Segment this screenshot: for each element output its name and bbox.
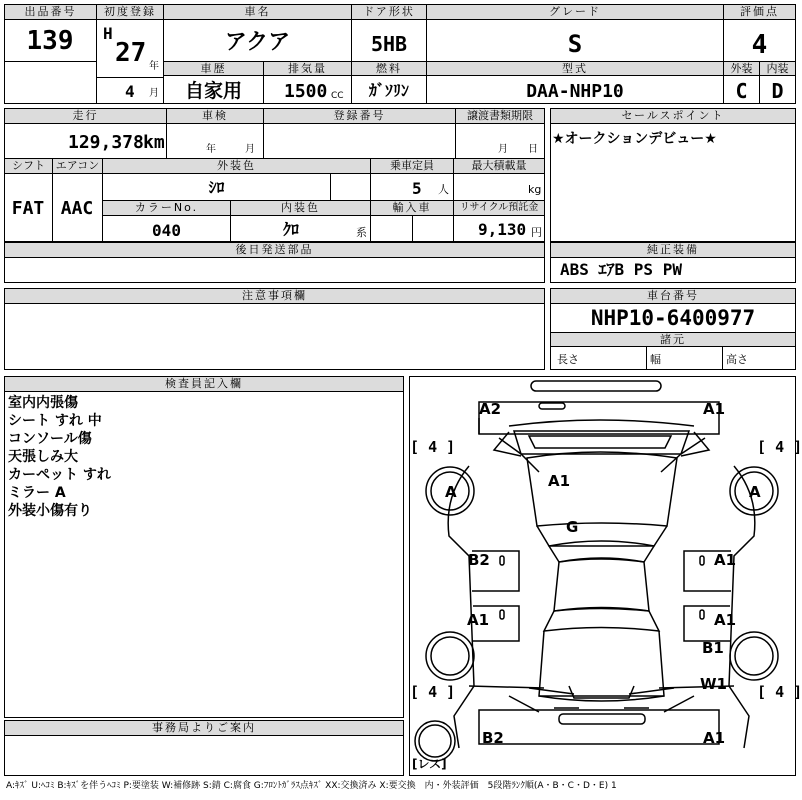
inspection-month-unit: 月 bbox=[245, 144, 255, 155]
int-color-unit: 系 bbox=[356, 226, 367, 239]
person-unit: 人 bbox=[438, 183, 449, 196]
cc-unit: CC bbox=[331, 91, 344, 101]
exterior-header: 外装 bbox=[724, 62, 759, 76]
mark-side-right-3: B1 bbox=[702, 639, 724, 657]
mark-rear-right: A1 bbox=[703, 400, 726, 418]
mark-side-left-2: A1 bbox=[467, 611, 490, 629]
height-label: 高さ bbox=[726, 353, 748, 366]
model-code: DAA-NHP10 bbox=[526, 81, 624, 102]
tire-tread-rl: [ 4 ] bbox=[410, 683, 456, 701]
door-header: ドア形状 bbox=[352, 5, 426, 20]
inspector-note: 外装小傷有り bbox=[8, 503, 92, 519]
fuel: ｶﾞｿﾘﾝ bbox=[368, 81, 409, 100]
car-diagram bbox=[409, 376, 796, 776]
inspector-note: カーペット すれ bbox=[8, 467, 111, 483]
color-no-header: カラーNo. bbox=[103, 201, 230, 216]
interior-grade: D bbox=[771, 79, 784, 103]
km-unit: km bbox=[143, 132, 165, 153]
mark-side-right-2: A1 bbox=[714, 611, 737, 629]
mark-hood: A1 bbox=[548, 472, 571, 490]
ac-header: エアコン bbox=[53, 159, 102, 174]
capacity: 5 bbox=[412, 179, 422, 198]
inspection-header: 車検 bbox=[167, 109, 263, 124]
int-color: ｸﾛ bbox=[282, 220, 299, 239]
auction-no-header: 出品番号 bbox=[5, 5, 96, 20]
later-parts-header: 後日発送部品 bbox=[5, 243, 544, 258]
inspector-note: シート すれ 中 bbox=[8, 413, 102, 429]
score: 4 bbox=[751, 30, 768, 60]
width-label: 幅 bbox=[650, 353, 661, 366]
import-header: 輸入車 bbox=[371, 201, 453, 216]
transfer-day-unit: 日 bbox=[528, 144, 538, 155]
damage-legend: A:ｷｽﾞ U:ﾍｺﾐ B:ｷｽﾞを伴うﾍｺﾐ P:要塗装 W:補修跡 S:錆 C:腐食 G:ﾌﾛﾝﾄｶﾞﾗｽ点ｷｽﾞ XX:交換済み X:要交換 内・外装評価 5段階ﾗﾝｸ順(A・B・C・D・E) 1 bbox=[6, 781, 617, 791]
door-type: 5HB bbox=[370, 32, 408, 56]
year-unit: 年 bbox=[149, 61, 159, 72]
mark-wheel-right: A bbox=[749, 483, 761, 501]
recycle-header: リサイクル預託金 bbox=[454, 201, 544, 216]
tire-tread-fl: [ 4 ] bbox=[410, 438, 456, 456]
fuel-header: 燃料 bbox=[352, 62, 426, 76]
options-header: 純正装備 bbox=[551, 243, 795, 258]
auction-no: 139 bbox=[26, 26, 74, 56]
inspector-note: ミラー A bbox=[8, 485, 66, 501]
score-header: 評価点 bbox=[724, 5, 795, 20]
sales-point-box bbox=[550, 108, 796, 242]
exterior-grade: C bbox=[735, 79, 748, 103]
ext-color: ｼﾛ bbox=[208, 178, 225, 197]
sales-point-header: セールスポイント bbox=[551, 109, 795, 124]
capacity-header: 乗車定員 bbox=[371, 159, 453, 174]
mileage: 129,378 bbox=[68, 132, 144, 153]
mileage-header: 走行 bbox=[5, 109, 166, 124]
first-reg-header: 初度登録 bbox=[97, 5, 163, 20]
car-name-header: 車名 bbox=[164, 5, 351, 20]
car-history: 自家用 bbox=[184, 80, 242, 102]
interior-header: 内装 bbox=[760, 62, 795, 76]
grade-header: グレード bbox=[427, 5, 723, 20]
color-no: 040 bbox=[152, 221, 181, 240]
mark-side-left-1: B2 bbox=[468, 551, 490, 569]
specs-header: 諸元 bbox=[551, 333, 795, 347]
shift-type: FAT bbox=[11, 198, 45, 219]
recycle-fee: 9,130 bbox=[478, 220, 527, 239]
spare-tire-status: [レス] bbox=[412, 757, 447, 771]
inspector-note: コンソール傷 bbox=[8, 431, 92, 447]
chassis-number: NHP10-6400977 bbox=[590, 306, 756, 330]
era: H bbox=[103, 24, 113, 43]
shift-header: シフト bbox=[5, 159, 52, 174]
ext-color-header: 外装色 bbox=[103, 159, 370, 174]
inspector-notes bbox=[8, 394, 111, 520]
displacement-header: 排気量 bbox=[264, 62, 351, 76]
first-reg-year: 27 bbox=[115, 38, 147, 68]
mark-rear-left: A2 bbox=[479, 400, 502, 418]
int-color-header: 内装色 bbox=[231, 201, 370, 216]
mark-side-right-1: A1 bbox=[714, 551, 737, 569]
transfer-header: 譲渡書類期限 bbox=[456, 109, 544, 124]
mark-side-right-4: W1 bbox=[700, 675, 727, 693]
max-load-header: 最大積載量 bbox=[454, 159, 544, 174]
office-header: 事務局よりご案内 bbox=[5, 721, 403, 736]
mark-front-left: B2 bbox=[482, 729, 504, 747]
tire-tread-rr: [ 4 ] bbox=[757, 683, 802, 701]
ac-type: AAC bbox=[60, 198, 94, 219]
yen-unit: 円 bbox=[531, 226, 542, 239]
inspector-note: 天張しみ大 bbox=[8, 449, 78, 465]
displacement: 1500 bbox=[284, 81, 328, 102]
mark-roof: G bbox=[566, 518, 579, 536]
inspection-year-unit: 年 bbox=[206, 144, 216, 155]
history-header: 車歴 bbox=[164, 62, 263, 76]
reg-no-header: 登録番号 bbox=[264, 109, 455, 124]
month-unit: 月 bbox=[149, 88, 159, 99]
inspector-note: 室内内張傷 bbox=[8, 395, 78, 411]
car-name: アクア bbox=[224, 30, 291, 55]
grade: S bbox=[567, 30, 583, 58]
inspector-header: 検査員記入欄 bbox=[5, 377, 403, 392]
transfer-month-unit: 月 bbox=[498, 144, 508, 155]
kg-unit: kg bbox=[528, 183, 542, 196]
mark-front-right: A1 bbox=[703, 729, 726, 747]
options-text: ABS ｴｱB PS PW bbox=[560, 260, 682, 279]
caution-header: 注意事項欄 bbox=[5, 289, 544, 304]
chassis-header: 車台番号 bbox=[551, 289, 795, 304]
first-reg-month: 4 bbox=[125, 82, 135, 101]
tire-tread-fr: [ 4 ] bbox=[757, 438, 802, 456]
mark-wheel-left: A bbox=[445, 483, 457, 501]
length-label: 長さ bbox=[557, 353, 579, 366]
model-header: 型式 bbox=[427, 62, 723, 76]
sales-point-text: ★オークションデビュー★ bbox=[552, 131, 717, 147]
